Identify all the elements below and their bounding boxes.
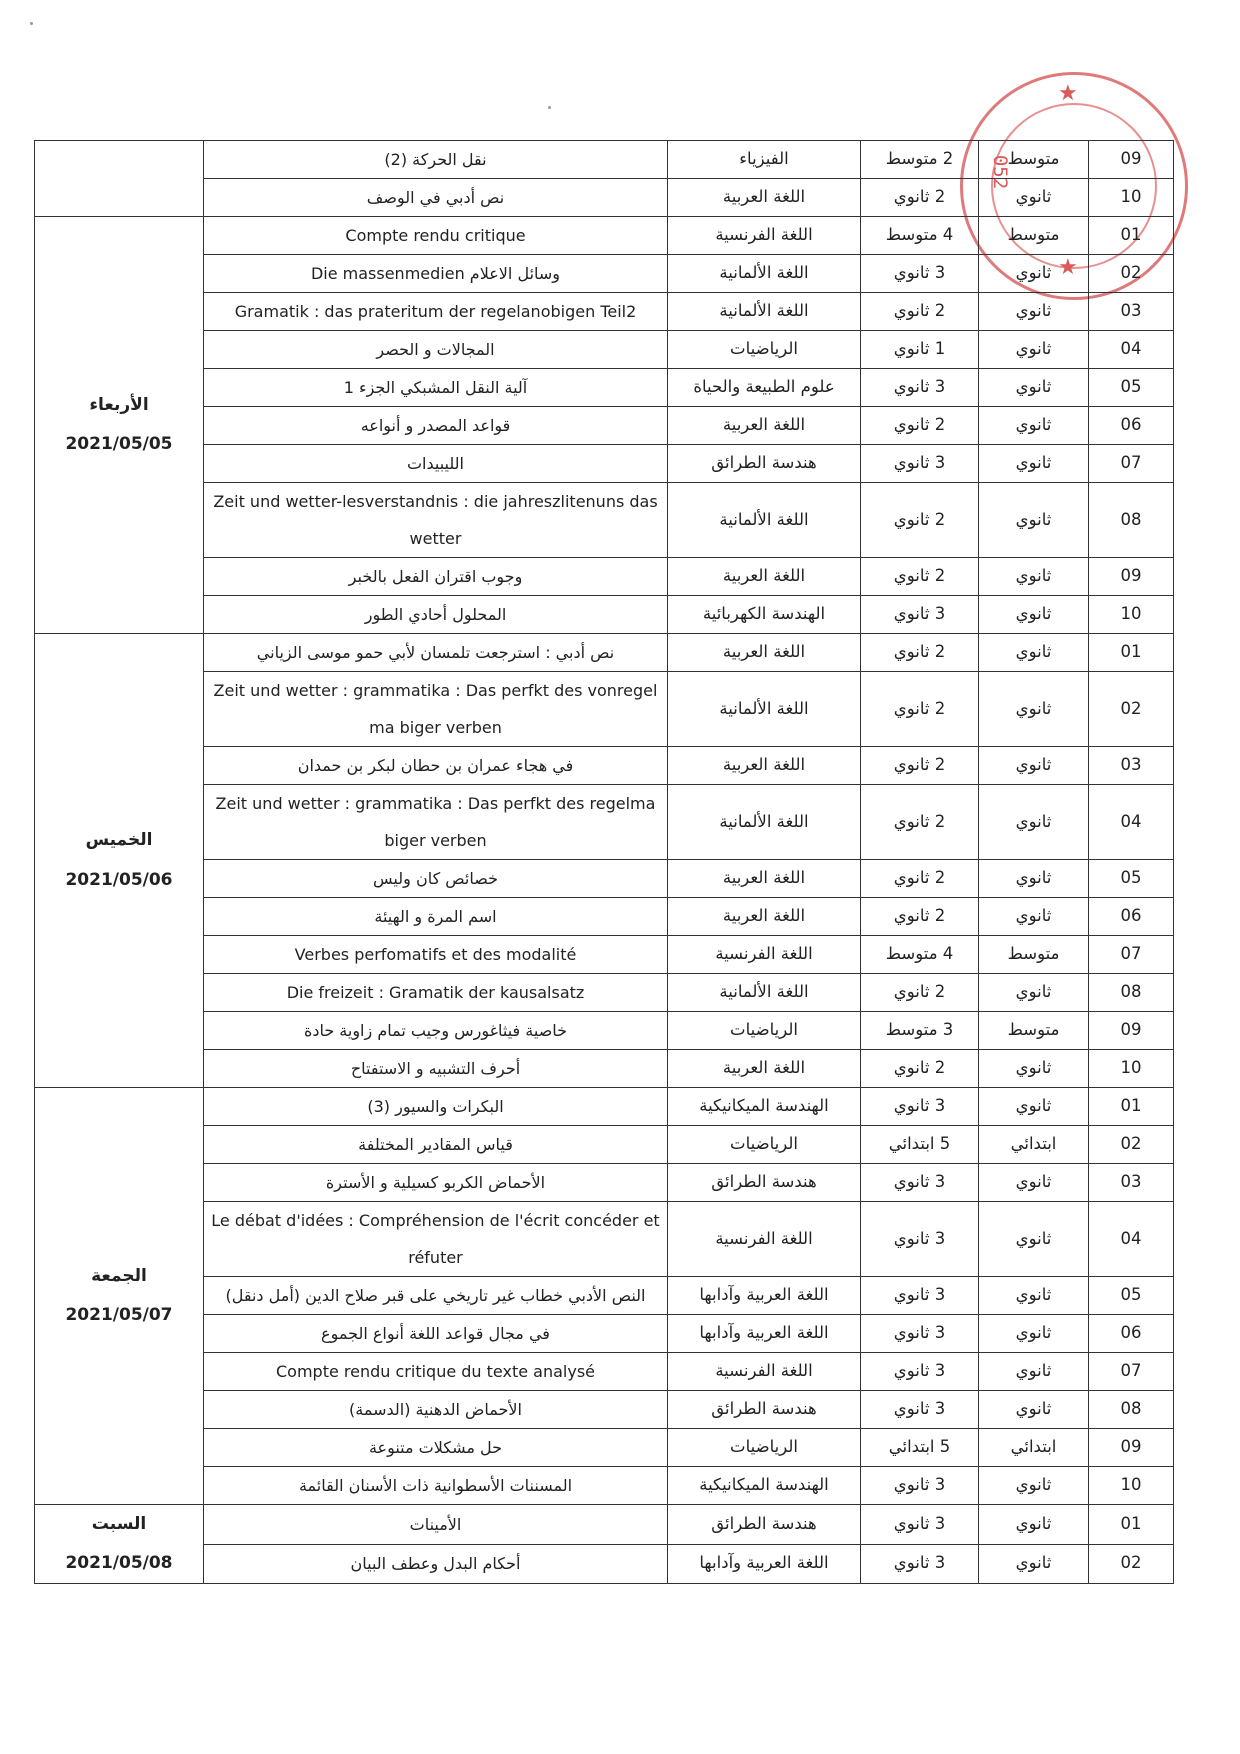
subject-cell: اللغة العربية — [668, 407, 861, 445]
session-number: 02 — [1089, 1544, 1174, 1584]
lesson-cell: Die freizeit : Gramatik der kausalsatz — [204, 974, 668, 1012]
level-cell: متوسط — [979, 217, 1089, 255]
session-number: 01 — [1089, 1088, 1174, 1126]
day-cell — [35, 634, 204, 1088]
subject-cell: اللغة الفرنسية — [668, 217, 861, 255]
day-date: 2021/05/08 — [65, 1553, 173, 1574]
subject-cell: الفيزياء — [668, 141, 861, 179]
day-cell — [35, 217, 204, 634]
subject-cell: اللغة العربية — [668, 747, 861, 785]
session-number: 06 — [1089, 898, 1174, 936]
session-number: 05 — [1089, 1277, 1174, 1315]
lesson-cell: في هجاء عمران بن حطان لبكر بن حمدان — [204, 747, 668, 785]
lesson-cell: آلية النقل المشبكي الجزء 1 — [204, 369, 668, 407]
table-row — [35, 558, 1174, 596]
lesson-cell: Compte rendu critique du texte analysé — [204, 1353, 668, 1391]
level-cell: ثانوي — [979, 483, 1089, 558]
table-row — [35, 141, 1174, 179]
class-cell: 2 ثانوي — [861, 747, 979, 785]
session-number: 04 — [1089, 1202, 1174, 1277]
subject-cell: اللغة العربية — [668, 558, 861, 596]
class-cell: 2 ثانوي — [861, 974, 979, 1012]
level-cell: ثانوي — [979, 1050, 1089, 1088]
day-cell — [35, 1505, 204, 1584]
class-cell: 2 ثانوي — [861, 407, 979, 445]
class-cell: 3 ثانوي — [861, 1088, 979, 1126]
subject-cell: اللغة العربية وآدابها — [668, 1315, 861, 1353]
table-row — [35, 445, 1174, 483]
lesson-cell: Zeit und wetter-lesverstandnis : die jahreszlitenuns das wetter — [204, 483, 668, 558]
subject-cell: علوم الطبيعة والحياة — [668, 369, 861, 407]
class-cell: 3 ثانوي — [861, 255, 979, 293]
class-cell: 2 ثانوي — [861, 634, 979, 672]
subject-cell: اللغة العربية وآدابها — [668, 1277, 861, 1315]
lesson-cell: خاصية فيثاغورس وجيب تمام زاوية حادة — [204, 1012, 668, 1050]
stamp-number: 052 — [989, 154, 1012, 190]
subject-cell: اللغة الفرنسية — [668, 936, 861, 974]
table-row — [35, 1505, 1174, 1545]
session-number: 09 — [1089, 141, 1174, 179]
table-row — [35, 672, 1174, 747]
lesson-cell: الليبيدات — [204, 445, 668, 483]
subject-cell: هندسة الطرائق — [668, 445, 861, 483]
class-cell: 3 ثانوي — [861, 445, 979, 483]
class-cell: 5 ابتدائي — [861, 1126, 979, 1164]
session-number: 01 — [1089, 1505, 1174, 1545]
session-number: 02 — [1089, 255, 1174, 293]
table-row — [35, 217, 1174, 255]
stamp-star-icon: ★ — [1058, 81, 1078, 106]
lesson-cell: وجوب اقتران الفعل بالخبر — [204, 558, 668, 596]
level-cell: ثانوي — [979, 785, 1089, 860]
table-row — [35, 747, 1174, 785]
table-row — [35, 898, 1174, 936]
subject-cell: اللغة العربية — [668, 179, 861, 217]
lesson-cell: النص الأدبي خطاب غير تاريخي على قبر صلاح الدين (أمل دنقل) — [204, 1277, 668, 1315]
lesson-cell: Zeit und wetter : grammatika : Das perfkt des vonregel ma biger verben — [204, 672, 668, 747]
class-cell: 3 ثانوي — [861, 369, 979, 407]
day-date: 2021/05/05 — [65, 434, 173, 454]
day-name: الأربعاء — [89, 394, 149, 415]
level-cell: ثانوي — [979, 1202, 1089, 1277]
level-cell: ثانوي — [979, 1467, 1089, 1505]
session-number: 10 — [1089, 179, 1174, 217]
lesson-cell: أحكام البدل وعطف البيان — [204, 1544, 668, 1584]
level-cell: ابتدائي — [979, 1126, 1089, 1164]
level-cell: متوسط — [979, 141, 1089, 179]
class-cell: 3 ثانوي — [861, 596, 979, 634]
lesson-cell: Zeit und wetter : grammatika : Das perfkt des regelma biger verben — [204, 785, 668, 860]
day-date: 2021/05/07 — [65, 1305, 173, 1325]
session-number: 10 — [1089, 596, 1174, 634]
class-cell: 3 ثانوي — [861, 1467, 979, 1505]
subject-cell: اللغة العربية — [668, 634, 861, 672]
level-cell: ثانوي — [979, 369, 1089, 407]
lesson-cell: خصائص كان وليس — [204, 860, 668, 898]
session-number: 10 — [1089, 1467, 1174, 1505]
lesson-cell: المحلول أحادي الطور — [204, 596, 668, 634]
lesson-cell: Gramatik : das prateritum der regelanobigen Teil2 — [204, 293, 668, 331]
table-row — [35, 1467, 1174, 1505]
level-cell: ثانوي — [979, 634, 1089, 672]
level-cell: ثانوي — [979, 1353, 1089, 1391]
lesson-cell: في مجال قواعد اللغة أنواع الجموع — [204, 1315, 668, 1353]
class-cell: 3 متوسط — [861, 1012, 979, 1050]
level-cell: ثانوي — [979, 1505, 1089, 1545]
lesson-cell: Die massenmedien وسائل الاعلام — [204, 255, 668, 293]
session-number: 02 — [1089, 672, 1174, 747]
level-cell: متوسط — [979, 936, 1089, 974]
class-cell: 3 ثانوي — [861, 1277, 979, 1315]
lesson-cell: قياس المقادير المختلفة — [204, 1126, 668, 1164]
lesson-cell: أحرف التشبيه و الاستفتاح — [204, 1050, 668, 1088]
scan-speck — [30, 22, 33, 25]
subject-cell: اللغة الفرنسية — [668, 1202, 861, 1277]
lesson-cell: البكرات والسيور (3) — [204, 1088, 668, 1126]
subject-cell: الهندسة الكهربائية — [668, 596, 861, 634]
stamp-star-icon: ★ — [1058, 255, 1078, 280]
table-row — [35, 1315, 1174, 1353]
level-cell: ثانوي — [979, 672, 1089, 747]
subject-cell: هندسة الطرائق — [668, 1505, 861, 1545]
subject-cell: اللغة العربية — [668, 1050, 861, 1088]
level-cell: ابتدائي — [979, 1429, 1089, 1467]
level-cell: ثانوي — [979, 596, 1089, 634]
scan-speck — [548, 106, 551, 109]
class-cell: 3 ثانوي — [861, 1353, 979, 1391]
session-number: 07 — [1089, 445, 1174, 483]
table-row — [35, 1202, 1174, 1277]
class-cell: 3 ثانوي — [861, 1544, 979, 1584]
lesson-cell: الأحماض الدهنية (الدسمة) — [204, 1391, 668, 1429]
level-cell: ثانوي — [979, 1315, 1089, 1353]
level-cell: ثانوي — [979, 558, 1089, 596]
subject-cell: اللغة الألمانية — [668, 255, 861, 293]
table-row — [35, 179, 1174, 217]
table-row — [35, 1012, 1174, 1050]
level-cell: ثانوي — [979, 445, 1089, 483]
session-number: 09 — [1089, 1012, 1174, 1050]
class-cell: 3 ثانوي — [861, 1391, 979, 1429]
subject-cell: اللغة الألمانية — [668, 974, 861, 1012]
session-number: 04 — [1089, 785, 1174, 860]
day-name: الجمعة — [91, 1265, 147, 1286]
level-cell: ثانوي — [979, 1088, 1089, 1126]
class-cell: 3 ثانوي — [861, 1202, 979, 1277]
day-cell — [35, 141, 204, 217]
table-row — [35, 331, 1174, 369]
table-row — [35, 974, 1174, 1012]
level-cell: ثانوي — [979, 331, 1089, 369]
class-cell: 5 ابتدائي — [861, 1429, 979, 1467]
subject-cell: اللغة العربية وآدابها — [668, 1544, 861, 1584]
table-row — [35, 1353, 1174, 1391]
table-row — [35, 369, 1174, 407]
table-row — [35, 483, 1174, 558]
table-row — [35, 407, 1174, 445]
level-cell: ثانوي — [979, 860, 1089, 898]
day-cell — [35, 1088, 204, 1505]
session-number: 01 — [1089, 634, 1174, 672]
class-cell: 2 ثانوي — [861, 672, 979, 747]
table-row — [35, 1164, 1174, 1202]
level-cell: ثانوي — [979, 747, 1089, 785]
table-row — [35, 596, 1174, 634]
lesson-cell: المجالات و الحصر — [204, 331, 668, 369]
class-cell: 2 ثانوي — [861, 860, 979, 898]
table-row — [35, 1126, 1174, 1164]
session-number: 01 — [1089, 217, 1174, 255]
subject-cell: اللغة العربية — [668, 898, 861, 936]
day-name: السبت — [91, 1514, 147, 1534]
session-number: 09 — [1089, 1429, 1174, 1467]
table-row — [35, 293, 1174, 331]
session-number: 06 — [1089, 1315, 1174, 1353]
lesson-cell: الأمينات — [204, 1505, 668, 1545]
session-number: 05 — [1089, 860, 1174, 898]
lesson-cell: المسننات الأسطوانية ذات الأسنان القائمة — [204, 1467, 668, 1505]
table-row — [35, 1391, 1174, 1429]
class-cell: 1 ثانوي — [861, 331, 979, 369]
table-row — [35, 1088, 1174, 1126]
session-number: 07 — [1089, 936, 1174, 974]
table-row — [35, 936, 1174, 974]
table-row — [35, 255, 1174, 293]
level-cell: ثانوي — [979, 898, 1089, 936]
session-number: 05 — [1089, 369, 1174, 407]
level-cell: ثانوي — [979, 179, 1089, 217]
table-row — [35, 785, 1174, 860]
subject-cell: الهندسة الميكانيكية — [668, 1467, 861, 1505]
subject-cell: اللغة الألمانية — [668, 483, 861, 558]
day-date: 2021/05/06 — [65, 869, 173, 890]
subject-cell: هندسة الطرائق — [668, 1391, 861, 1429]
lesson-cell: اسم المرة و الهيئة — [204, 898, 668, 936]
lesson-cell: قواعد المصدر و أنواعه — [204, 407, 668, 445]
level-cell: ثانوي — [979, 255, 1089, 293]
level-cell: ثانوي — [979, 293, 1089, 331]
subject-cell: الرياضيات — [668, 331, 861, 369]
class-cell: 2 ثانوي — [861, 179, 979, 217]
day-name: الخميس — [85, 830, 153, 851]
lesson-cell: Le débat d'idées : Compréhension de l'écrit concéder et réfuter — [204, 1202, 668, 1277]
level-cell: ثانوي — [979, 407, 1089, 445]
lesson-cell: الأحماض الكربو كسيلية و الأسترة — [204, 1164, 668, 1202]
subject-cell: اللغة الألمانية — [668, 293, 861, 331]
lesson-cell: حل مشكلات متنوعة — [204, 1429, 668, 1467]
lesson-cell: نص أدبي : استرجعت تلمسان لأبي حمو موسى الزياني — [204, 634, 668, 672]
table-row — [35, 1429, 1174, 1467]
class-cell: 3 ثانوي — [861, 1315, 979, 1353]
session-number: 03 — [1089, 1164, 1174, 1202]
class-cell: 2 ثانوي — [861, 483, 979, 558]
session-number: 02 — [1089, 1126, 1174, 1164]
class-cell: 3 ثانوي — [861, 1505, 979, 1545]
level-cell: ثانوي — [979, 1391, 1089, 1429]
level-cell: متوسط — [979, 1012, 1089, 1050]
class-cell: 2 ثانوي — [861, 293, 979, 331]
lesson-cell: نقل الحركة (2) — [204, 141, 668, 179]
lesson-cell: نص أدبي في الوصف — [204, 179, 668, 217]
lesson-cell: Compte rendu critique — [204, 217, 668, 255]
subject-cell: الرياضيات — [668, 1126, 861, 1164]
subject-cell: اللغة العربية — [668, 860, 861, 898]
level-cell: ثانوي — [979, 1164, 1089, 1202]
table-row — [35, 634, 1174, 672]
class-cell: 4 متوسط — [861, 936, 979, 974]
class-cell: 2 ثانوي — [861, 558, 979, 596]
session-number: 04 — [1089, 331, 1174, 369]
class-cell: 3 ثانوي — [861, 1164, 979, 1202]
class-cell: 4 متوسط — [861, 217, 979, 255]
level-cell: ثانوي — [979, 974, 1089, 1012]
table-row — [35, 1544, 1174, 1584]
table-row — [35, 1277, 1174, 1315]
level-cell: ثانوي — [979, 1277, 1089, 1315]
lesson-cell: Verbes perfomatifs et des modalité — [204, 936, 668, 974]
class-cell: 2 متوسط — [861, 141, 979, 179]
subject-cell: اللغة الألمانية — [668, 785, 861, 860]
session-number: 10 — [1089, 1050, 1174, 1088]
subject-cell: اللغة الفرنسية — [668, 1353, 861, 1391]
session-number: 06 — [1089, 407, 1174, 445]
class-cell: 2 ثانوي — [861, 1050, 979, 1088]
level-cell: ثانوي — [979, 1544, 1089, 1584]
session-number: 03 — [1089, 747, 1174, 785]
session-number: 08 — [1089, 483, 1174, 558]
table-row — [35, 860, 1174, 898]
table-row — [35, 1050, 1174, 1088]
subject-cell: الرياضيات — [668, 1012, 861, 1050]
schedule-table — [34, 140, 1174, 1584]
session-number: 08 — [1089, 974, 1174, 1012]
session-number: 03 — [1089, 293, 1174, 331]
session-number: 07 — [1089, 1353, 1174, 1391]
class-cell: 2 ثانوي — [861, 785, 979, 860]
subject-cell: الرياضيات — [668, 1429, 861, 1467]
subject-cell: هندسة الطرائق — [668, 1164, 861, 1202]
subject-cell: اللغة الألمانية — [668, 672, 861, 747]
session-number: 09 — [1089, 558, 1174, 596]
session-number: 08 — [1089, 1391, 1174, 1429]
subject-cell: الهندسة الميكانيكية — [668, 1088, 861, 1126]
class-cell: 2 ثانوي — [861, 898, 979, 936]
